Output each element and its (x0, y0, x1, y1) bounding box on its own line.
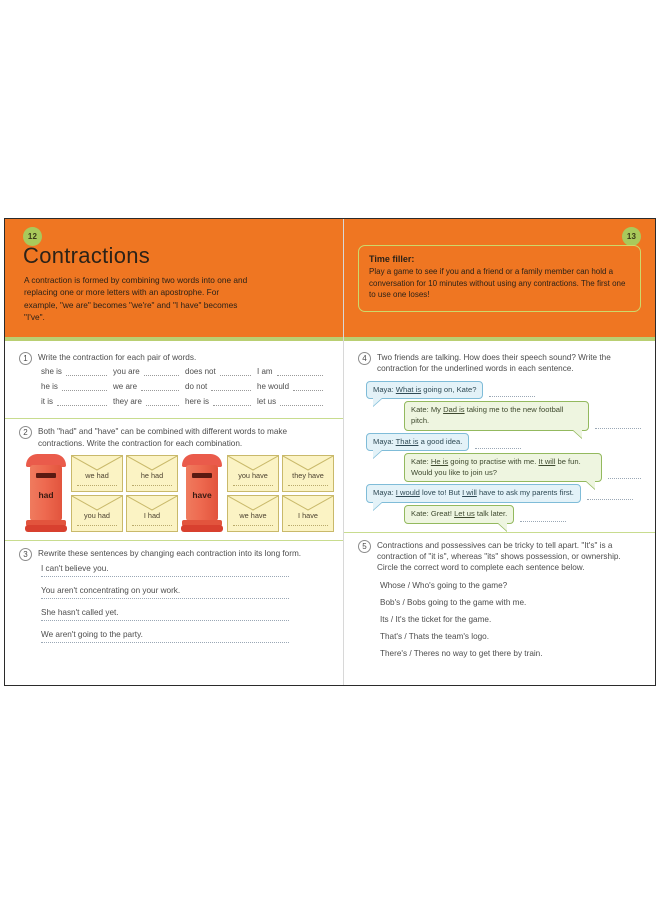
exercise-5-prompt: Contractions and possessives can be tricky to tell apart. "It's" is a contraction of "it is", whereas "its" shows possession, or ownership. Circle the correct word to complete each sentence below. (377, 540, 621, 573)
answer-blank[interactable] (141, 383, 179, 391)
rewrite-sentence-list (41, 564, 329, 643)
word-pair-label: I am (257, 367, 273, 377)
word-pair-row (41, 382, 329, 391)
bubble-text-after-2: have to ask my parents first. (476, 488, 574, 498)
exercise-5-number: 5 (358, 540, 371, 553)
speech-bubble-maya (366, 484, 581, 503)
envelope-flap (228, 496, 278, 511)
rewrite-sentence: We aren't going to the party. (41, 629, 143, 639)
word-pair-label: they are (113, 397, 142, 407)
envelope-label: he had (140, 470, 164, 480)
envelope-answer-line[interactable] (233, 525, 273, 526)
answer-blank[interactable] (280, 398, 323, 406)
word-pair-row (41, 367, 329, 376)
answer-blank[interactable] (57, 398, 107, 406)
left-page (5, 219, 344, 685)
exercise-1-prompt: Write the contraction for each pair of words. (38, 353, 197, 362)
answer-blank[interactable] (66, 368, 107, 376)
contraction-blank[interactable] (475, 441, 521, 449)
bubble-text-before: Maya: (373, 488, 396, 498)
bubble-text-before: Maya: (373, 384, 396, 394)
dialogue-row (366, 381, 641, 400)
envelope-flap (72, 496, 122, 511)
envelope-icon[interactable] (282, 455, 334, 492)
exercise-4 (344, 345, 655, 532)
envelope-icon[interactable] (126, 455, 178, 492)
bubble-underlined: What is (395, 384, 422, 394)
choice-sentence[interactable]: Bob's / Bobs going to the game with me. (380, 597, 527, 607)
time-filler-body: Play a game to see if you and a friend or a family member can hold a conversation for 10 minutes without using any contractions. The first one to use one loses! (369, 267, 626, 299)
word-pair-cell (257, 397, 329, 406)
choice-sentence-list (380, 581, 641, 658)
postbox-label: had (38, 490, 54, 501)
word-pair-cell (41, 397, 113, 406)
page-number-right: 13 (622, 227, 641, 246)
envelope-answer-line[interactable] (77, 485, 117, 486)
envelope-label: I have (298, 510, 318, 520)
contraction-blank[interactable] (489, 389, 535, 397)
bubble-underlined: I would (395, 488, 420, 498)
envelope-label: they have (292, 470, 324, 480)
bubble-text-before: Maya: (373, 436, 396, 446)
dialogue-row (366, 433, 641, 452)
envelope-flap (283, 456, 333, 471)
exercise-1 (5, 345, 343, 418)
answer-blank[interactable] (62, 383, 107, 391)
word-pair-row (41, 397, 329, 406)
word-pair-label: let us (257, 397, 277, 407)
dialogue-list (366, 381, 641, 524)
right-header-band (344, 219, 655, 341)
choice-sentence[interactable]: Its / It's the ticket for the game. (380, 614, 492, 624)
envelope-label: you had (84, 510, 110, 520)
envelope-label: I had (143, 510, 161, 520)
envelope-grid (71, 455, 178, 532)
contraction-blank[interactable] (608, 471, 641, 479)
word-pair-label: she is (41, 367, 62, 377)
postbox-slot (192, 473, 212, 478)
word-pair-cell (185, 382, 257, 391)
envelope-flap (283, 496, 333, 511)
choice-sentence[interactable]: There's / Theres no way to get there by train. (380, 648, 543, 658)
exercise-3 (5, 540, 343, 657)
speech-bubble-kate (404, 401, 589, 430)
word-pair-cell (41, 382, 113, 391)
envelope-icon[interactable] (227, 495, 279, 532)
workbook-spread (4, 218, 656, 686)
envelope-icon[interactable] (227, 455, 279, 492)
envelope-answer-line[interactable] (233, 485, 273, 486)
postbox-icon (25, 454, 67, 532)
envelope-label: we had (85, 470, 109, 480)
postbox-base-lower (181, 525, 223, 532)
bubble-text-after: going on, Kate? (421, 384, 477, 394)
bubble-text-before: Kate: (411, 457, 431, 467)
exercise-3-prompt: Rewrite these sentences by changing each contraction into its long form. (38, 549, 302, 559)
bubble-text-after: talk later. (474, 508, 508, 518)
exercise-1-number: 1 (19, 352, 32, 365)
contraction-blank[interactable] (587, 492, 633, 500)
time-filler-title: Time filler: (369, 254, 415, 264)
postbox-icon (181, 454, 223, 532)
dialogue-row (366, 484, 641, 503)
answer-line[interactable] (41, 620, 289, 621)
postbox-label: have (192, 490, 212, 501)
word-pair-cell (113, 382, 185, 391)
right-page (344, 219, 655, 685)
dialogue-row (404, 401, 641, 430)
dialogue-row (404, 453, 641, 482)
exercise-2-prompt: Both "had" and "have" can be combined with different words to make contractions. Write the contraction for each combination. (38, 427, 288, 448)
word-pair-label: here is (185, 397, 210, 407)
bubble-text-after: going to practise with me. (448, 457, 539, 467)
exercise-2 (5, 418, 343, 540)
answer-line[interactable] (41, 598, 289, 599)
word-pair-label: do not (185, 382, 208, 392)
postbox-base-lower (25, 525, 67, 532)
postbox-group-have (181, 454, 334, 532)
bubble-text-after: a good idea. (418, 436, 463, 446)
dialogue-row (404, 505, 641, 524)
time-filler-box (358, 245, 641, 312)
exercise-4-prompt: Two friends are talking. How does their speech sound? Write the contraction for the underlined words in each sentence. (377, 353, 611, 374)
word-pair-label: we are (113, 382, 138, 392)
answer-blank[interactable] (293, 383, 323, 391)
word-pair-cell (41, 367, 113, 376)
answer-blank[interactable] (220, 368, 251, 376)
envelope-icon[interactable] (282, 495, 334, 532)
word-pair-label: you are (113, 367, 140, 377)
rewrite-sentence: She hasn't called yet. (41, 607, 119, 617)
page-title: Contractions (23, 243, 151, 268)
word-pair-label: does not (185, 367, 216, 377)
postbox-group-had (25, 454, 178, 532)
exercise-2-number: 2 (19, 426, 32, 439)
word-pair-grid (41, 367, 329, 406)
envelope-answer-line[interactable] (288, 485, 328, 486)
envelope-label: you have (238, 470, 268, 480)
bubble-text-before: Kate: My (411, 405, 444, 415)
speech-bubble-kate (404, 505, 514, 524)
envelope-flap (228, 456, 278, 471)
left-exercise-list (5, 345, 343, 685)
envelope-answer-line[interactable] (77, 525, 117, 526)
word-pair-cell (185, 367, 257, 376)
bubble-underlined-2: I will (462, 488, 477, 498)
envelope-icon[interactable] (71, 495, 123, 532)
word-pair-cell (113, 367, 185, 376)
speech-bubble-maya (366, 433, 469, 452)
postbox-row (25, 454, 329, 532)
exercise-3-number: 3 (19, 548, 32, 561)
left-header-band (5, 219, 343, 341)
envelope-label: we have (239, 510, 267, 520)
word-pair-cell (257, 382, 329, 391)
word-pair-cell (113, 397, 185, 406)
answer-blank[interactable] (277, 368, 323, 376)
envelope-answer-line[interactable] (288, 525, 328, 526)
speech-bubble-maya (366, 381, 483, 400)
envelope-icon[interactable] (71, 455, 123, 492)
choice-sentence[interactable]: Whose / Who's going to the game? (380, 580, 508, 590)
answer-line[interactable] (41, 642, 289, 643)
bubble-text-after-2: be fun. Would you like to join us? (411, 457, 581, 477)
contraction-blank[interactable] (595, 421, 641, 429)
bubble-text-after: love to! But (419, 488, 463, 498)
answer-blank[interactable] (144, 368, 179, 376)
word-pair-label: it is (41, 397, 53, 407)
answer-blank[interactable] (211, 383, 251, 391)
page-number-left: 12 (23, 227, 42, 246)
choice-sentence[interactable]: That's / Thats the team's logo. (380, 631, 490, 641)
exercise-5 (344, 532, 655, 672)
answer-blank[interactable] (146, 398, 179, 406)
word-pair-cell (257, 367, 329, 376)
postbox-slot (36, 473, 56, 478)
envelope-grid (227, 455, 334, 532)
envelope-flap (127, 496, 177, 511)
intro-paragraph: A contraction is formed by combining two words into one and replacing one or more letters with an apostrophe. For example, "we are" becomes "we're" and "I have" becomes "I've". (24, 275, 248, 322)
rewrite-sentence: You aren't concentrating on your work. (41, 585, 181, 595)
bubble-underlined: Let us (454, 508, 475, 518)
bubble-text-after: taking me to the new football pitch. (411, 405, 564, 425)
word-pair-cell (185, 397, 257, 406)
bubble-text-before: Kate: Great! (411, 508, 455, 518)
envelope-icon[interactable] (126, 495, 178, 532)
bubble-underlined-2: It will (538, 457, 556, 467)
envelope-answer-line[interactable] (132, 485, 172, 486)
bubble-underlined: That is (395, 436, 419, 446)
rewrite-sentence: I can't believe you. (41, 563, 109, 573)
word-pair-label: he is (41, 382, 58, 392)
answer-blank[interactable] (213, 398, 251, 406)
word-pair-label: he would (257, 382, 290, 392)
right-exercise-list (344, 345, 655, 685)
envelope-answer-line[interactable] (132, 525, 172, 526)
bubble-underlined: He is (430, 457, 449, 467)
bubble-underlined: Dad is (443, 405, 465, 415)
contraction-blank[interactable] (520, 514, 566, 522)
exercise-4-number: 4 (358, 352, 371, 365)
speech-bubble-kate (404, 453, 602, 482)
envelope-flap (127, 456, 177, 471)
answer-line[interactable] (41, 576, 289, 577)
envelope-flap (72, 456, 122, 471)
